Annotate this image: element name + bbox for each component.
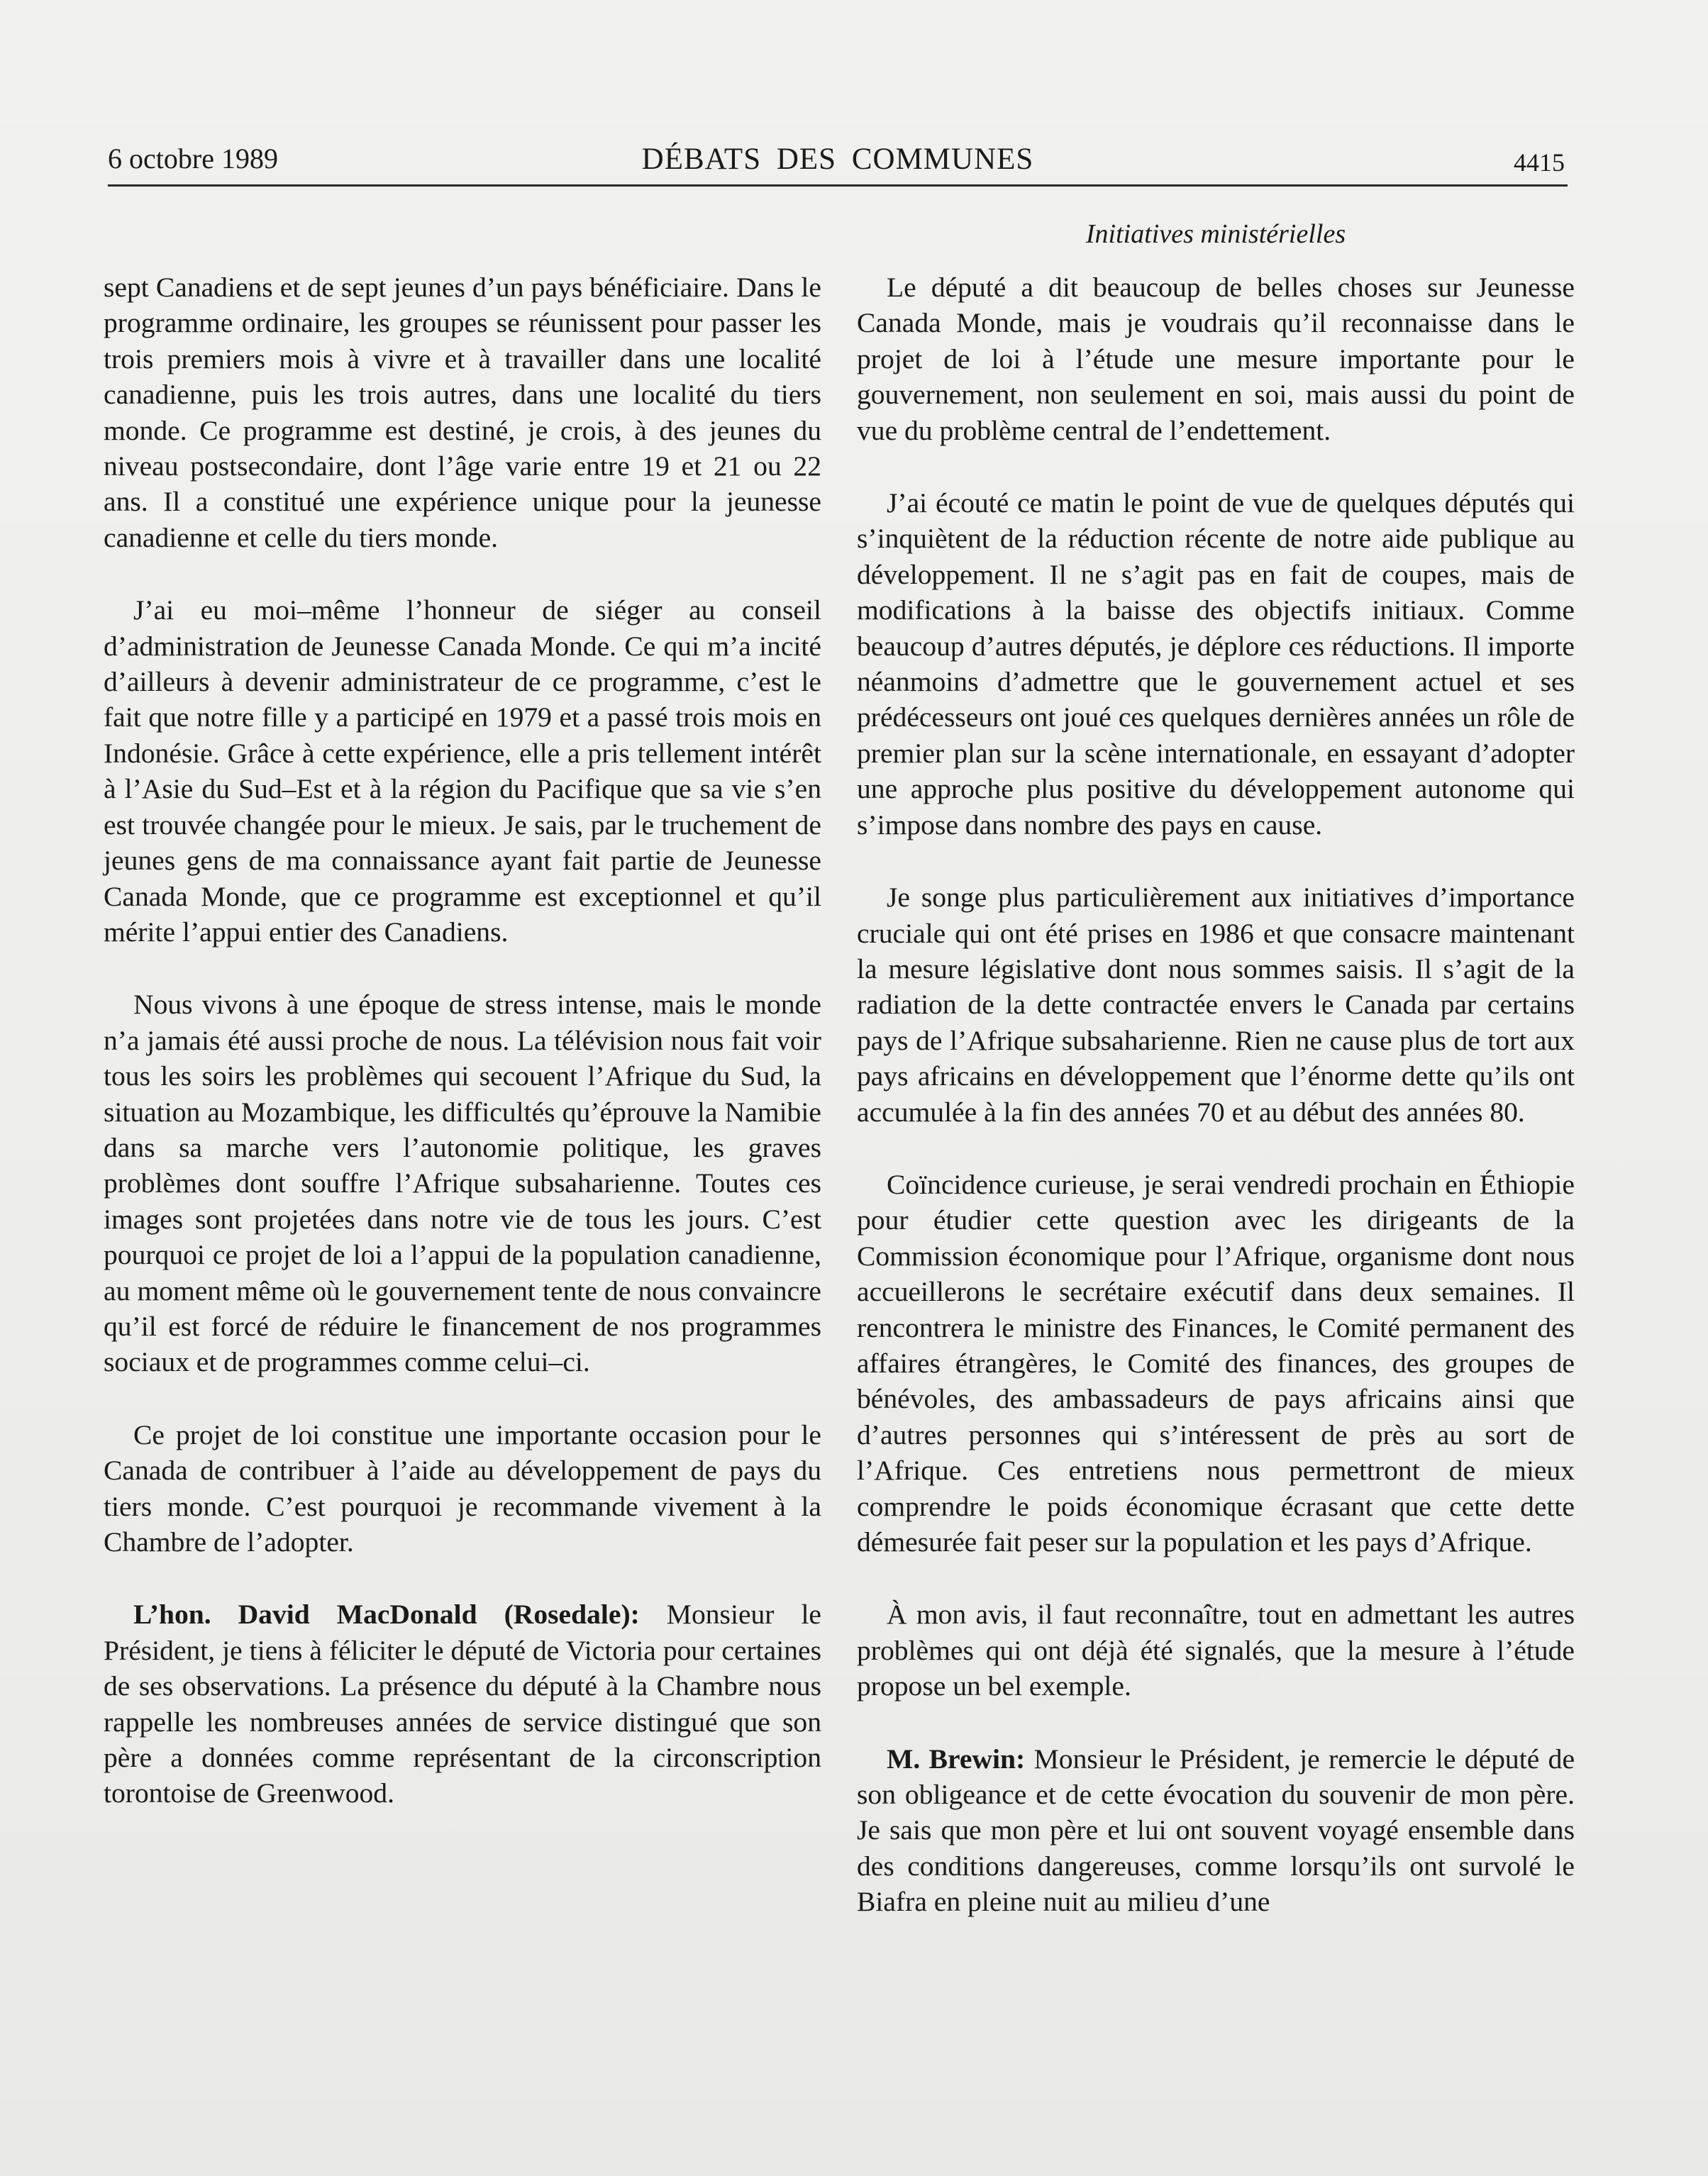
- section-rubric: Initiatives ministérielles: [1085, 219, 1346, 249]
- paragraph: J’ai eu moi–même l’honneur de siéger au conseil d’administration de Jeunesse Canada Monde. Ce qui m’a incité d’ailleurs à devenir administrateur de ce programme, c’est le fait que notre fille y a participé en 1979 et a passé trois mois en Indonésie. Grâce à cette expérience, elle a pris tellement intérêt à l’Asie du Sud–Est et à la région du Pacifique que sa vie s’en est trouvée changée pour le mieux. Je sais, par le truchement de jeunes gens de ma connaissance ayant fait partie de Jeunesse Canada Monde, que ce programme est exceptionnel et qu’il mérite l’appui entier des Canadiens.: [104, 594, 821, 948]
- right-column: [857, 270, 1575, 1920]
- speech-text: Monsieur le Président, je remercie le député de son obligeance et de cette évocation du souvenir de mon père. Je sais que mon père et lui ont souvent voyagé ensemble dans des conditions dangereuses, comme lorsqu’ils ont survolé le Biafra en pleine nuit au milieu d’une: [857, 1743, 1575, 1918]
- left-column: [104, 270, 821, 1811]
- paragraph: Coïncidence curieuse, je serai vendredi prochain en Éthiopie pour étudier cette question avec les dirigeants de la Commission économique pour l’Afrique, organisme dont nous accueillerons le secrétaire exécutif dans deux semaines. Il rencontrera le ministre des Finances, le Comité permanent des affaires étrangères, le Comité des finances, des groupes de bénévoles, des ambassadeurs de pays africains ainsi que d’autres personnes qui s’intéressent de près au sort de l’Afrique. Ces entretiens nous permettront de mieux comprendre le poids économique écrasant que cette dette démesurée fait peser sur la population et les pays d’Afrique.: [857, 1168, 1575, 1558]
- speech-paragraph: [857, 1741, 1575, 1920]
- paragraph: À mon avis, il faut reconnaître, tout en admettant les autres problèmes qui ont déjà été signalés, que la mesure à l’étude propose un bel exemple.: [857, 1599, 1575, 1702]
- paragraph: Le député a dit beaucoup de belles choses sur Jeunesse Canada Monde, mais je voudrais qu’il reconnaisse dans le projet de loi à l’étude une mesure importante pour le gouvernement, non seulement en soi, mais aussi du point de vue du problème central de l’endettement.: [857, 272, 1575, 446]
- page-header: [108, 139, 1568, 187]
- header-page-number: 4415: [1514, 148, 1565, 177]
- paragraph: Je songe plus particulièrement aux initiatives d’importance cruciale qui ont été prises en 1986 et que consacre maintenant la mesure législative dont nous sommes saisis. Il s’agit de la radiation de la dette contractée envers le Canada par certains pays de l’Afrique subsaharienne. Rien ne cause plus de tort aux pays africains en développement que l’énorme dette qu’ils ont accumulée à la fin des années 70 et au début des années 80.: [857, 882, 1575, 1128]
- paragraph: J’ai écouté ce matin le point de vue de quelques députés qui s’inquiètent de la réduction récente de notre aide publique au développement. Il ne s’agit pas en fait de coupes, mais de modifications à la baisse des objectifs initiaux. Comme beaucoup d’autres députés, je déplore ces réductions. Il importe néanmoins d’admettre que le gouvernement actuel et ses prédécesseurs ont joué ces quelques dernières années un rôle de premier plan sur la scène internationale, en essayant d’adopter une approche plus positive du développement autonome qui s’impose dans nombre des pays en cause.: [857, 487, 1575, 840]
- paragraph: Ce projet de loi constitue une importante occasion pour le Canada de contribuer à l’aide au développement de pays du tiers monde. C’est pourquoi je recommande vivement à la Chambre de l’adopter.: [104, 1419, 821, 1558]
- header-date: 6 octobre 1989: [108, 143, 278, 174]
- speaker-name: M. Brewin:: [887, 1743, 1026, 1775]
- speaker-name: L’hon. David MacDonald (Rosedale):: [133, 1599, 640, 1631]
- speech-paragraph: [104, 1597, 821, 1811]
- header-title: DÉBATS DES COMMUNES: [641, 143, 1034, 176]
- paragraph: sept Canadiens et de sept jeunes d’un pays bénéficiaire. Dans le programme ordinaire, les groupes se réunissent pour passer les trois premiers mois à vivre et à travailler dans une localité canadienne, puis les trois autres, dans une localité du tiers monde. Ce programme est destiné, je crois, à des jeunes du niveau postsecondaire, dont l’âge varie entre 19 et 21 ou 22 ans. Il a constitué une expérience unique pour la jeunesse canadienne et celle du tiers monde.: [104, 272, 821, 553]
- speech-text: Monsieur le Président, je tiens à féliciter le député de Victoria pour certaines de ses observations. La présence du député à la Chambre nous rappelle les nombreuses années de service distingué que son père a données comme représentant de la circonscription torontoise de Greenwood.: [104, 1599, 822, 1809]
- paragraph: Nous vivons à une époque de stress intense, mais le monde n’a jamais été aussi proche de nous. La télévision nous fait voir tous les soirs les problèmes qui secouent l’Afrique du Sud, la situation au Mozambique, les difficultés qu’éprouve la Namibie dans sa marche vers l’autonomie politique, les graves problèmes dont souffre l’Afrique subsaharienne. Toutes ces images sont projetées dans notre vie de tous les jours. C’est pourquoi ce projet de loi a l’appui de la population canadienne, au moment même où le gouvernement tente de nous convaincre qu’il est forcé de réduire le financement de nos programmes sociaux et de programmes comme celui–ci.: [104, 989, 821, 1378]
